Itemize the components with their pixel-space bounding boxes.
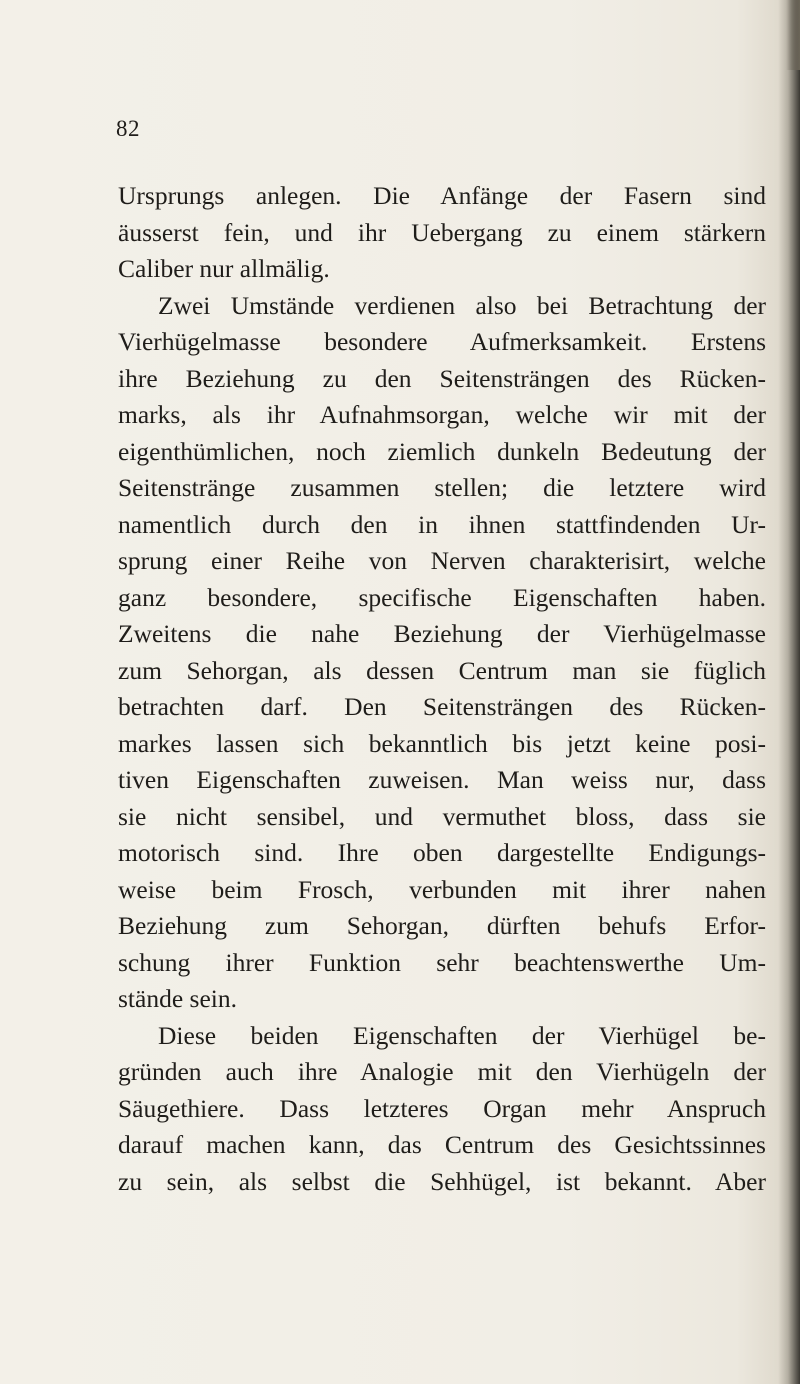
- text-line: Vierhügelmasse besondere Aufmerksamkeit. Erstens: [118, 327, 766, 356]
- page-corner-shadow: [786, 0, 800, 70]
- text-line: Zwei Umstände verdienen also bei Betrachtung der: [158, 290, 766, 320]
- text-line: eigenthümlichen, noch ziemlich dunkeln Bedeutung der: [118, 436, 766, 466]
- body-text: [118, 178, 766, 1200]
- text-line: schung ihrer Funktion sehr beachtenswerthe Um-: [118, 947, 766, 977]
- text-line: ihre Beziehung zu den Seitensträngen des Rücken-: [118, 363, 766, 393]
- text-line: zu sein, als selbst die Sehhügel, ist bekannt. Aber: [118, 1166, 766, 1196]
- text-line: darauf machen kann, das Centrum des Gesichtssinnes: [118, 1130, 766, 1159]
- text-line: markes lassen sich bekanntlich bis jetzt keine posi-: [118, 728, 766, 758]
- text-line: stände sein.: [118, 984, 237, 1013]
- text-line: Ursprungs anlegen. Die Anfänge der Fasern sind: [118, 181, 766, 210]
- text-line: betrachten darf. Den Seitensträngen des Rücken-: [118, 692, 766, 721]
- page-binding-edge: [778, 0, 800, 1384]
- page-number: 82: [116, 116, 140, 141]
- text-line: sprung einer Reihe von Nerven charakterisirt, welche: [118, 546, 766, 575]
- text-line: gründen auch ihre Analogie mit den Vierhügeln der: [118, 1057, 766, 1086]
- text-line: ganz besondere, specifische Eigenschaften haben.: [118, 582, 766, 612]
- text-line: weise beim Frosch, verbunden mit ihrer nahen: [118, 874, 766, 904]
- text-line: motorisch sind. Ihre oben dargestellte Endigungs-: [118, 838, 766, 867]
- text-line: Caliber nur allmälig.: [118, 254, 330, 283]
- text-line: äusserst fein, und ihr Uebergang zu einem stärkern: [118, 217, 766, 247]
- text-line: Zweitens die nahe Beziehung der Vierhügelmasse: [118, 619, 766, 648]
- text-line: zum Sehorgan, als dessen Centrum man sie füglich: [118, 655, 766, 685]
- text-line: Beziehung zum Sehorgan, dürften behufs Erfor-: [118, 911, 766, 940]
- text-line: sie nicht sensibel, und vermuthet bloss, dass sie: [118, 801, 766, 831]
- text-line: tiven Eigenschaften zuweisen. Man weiss nur, dass: [118, 765, 766, 794]
- text-line: Säugethiere. Dass letzteres Organ mehr Anspruch: [118, 1093, 766, 1123]
- text-line: marks, als ihr Aufnahmsorgan, welche wir mit der: [118, 400, 766, 429]
- text-line: Seitenstränge zusammen stellen; die letztere wird: [118, 473, 766, 502]
- text-line: Diese beiden Eigenschaften der Vierhügel be-: [158, 1020, 766, 1050]
- text-line: namentlich durch den in ihnen stattfindenden Ur-: [118, 509, 766, 539]
